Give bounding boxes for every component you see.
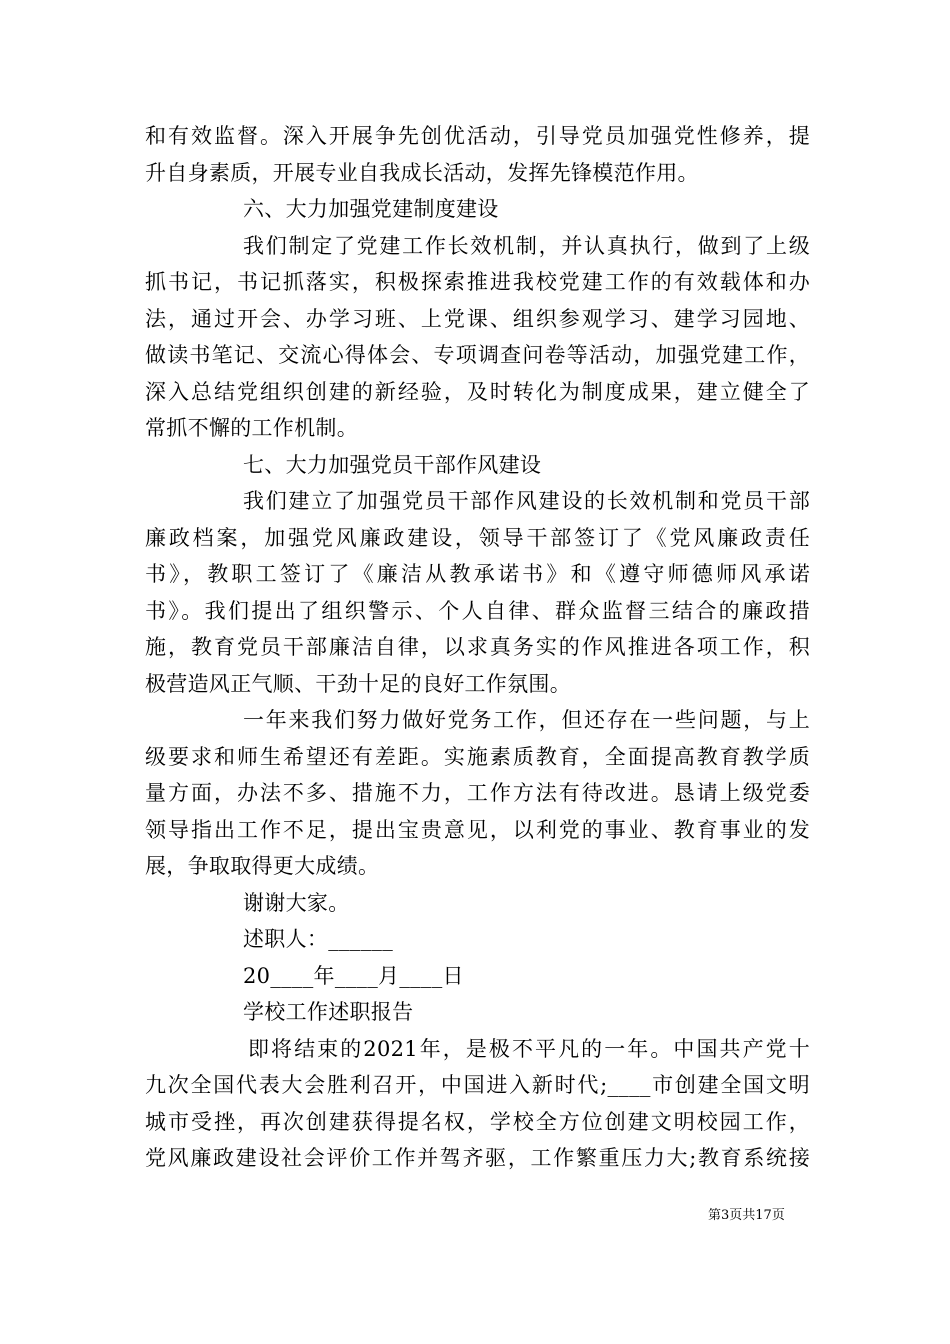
text-line: 做读书笔记、交流心得体会、专项调查问卷等活动，加强党建工作， (145, 343, 810, 367)
text-line: 深入总结党组织创建的新经验，及时转化为制度成果，建立健全了 (145, 379, 810, 404)
text-line: 抓书记，书记抓落实，积极探索推进我校党建工作的有效载体和办 (145, 270, 810, 294)
text-line: 书》。我们提出了组织警示、个人自律、群众监督三结合的廉政措 (145, 598, 810, 623)
section-heading: 七、大力加强党员干部作风建设 (243, 452, 542, 477)
text-line: 一年来我们努力做好党务工作，但还存在一些问题，与上 (243, 708, 810, 732)
text-line: 级要求和师生希望还有差距。实施素质教育，全面提高教育教学质 (145, 744, 810, 769)
date-line: 20____年____月____日 (243, 963, 464, 988)
text-line: 书》，教职工签订了《廉洁从教承诺书》和《遵守师德师风承诺 (145, 562, 810, 586)
text-line: 升自身素质，开展专业自我成长活动，发挥先锋模范作用。 (145, 160, 699, 185)
text-line: 展，争取取得更大成绩。 (145, 854, 380, 878)
text-line: 极营造风正气顺、干劲十足的良好工作氛围。 (145, 671, 571, 696)
closing-line: 谢谢大家。 (243, 890, 350, 915)
document-body (145, 118, 810, 1177)
text-line: 施，教育党员干部廉洁自律，以求真务实的作风推进各项工作，积 (145, 635, 810, 659)
signature-line: 述职人：______ (243, 927, 393, 951)
section-heading: 六、大力加强党建制度建设 (243, 197, 499, 221)
text-line: 即将结束的2021年，是极不平凡的一年。中国共产党十 (248, 1036, 810, 1061)
text-line: 和有效监督。深入开展争先创优活动，引导党员加强党性修养，提 (145, 124, 810, 148)
text-line: 我们建立了加强党员干部作风建设的长效机制和党员干部 (243, 489, 810, 513)
text-line: 廉政档案，加强党风廉政建设，领导干部签订了《党风廉政责任 (145, 525, 810, 550)
text-line: 九次全国代表大会胜利召开，中国进入新时代;____市创建全国文明 (145, 1073, 810, 1097)
page-number: 第3页共17页 (708, 1208, 785, 1223)
text-line: 法，通过开会、办学习班、上党课、组织参观学习、建学习园地、 (145, 306, 810, 331)
text-line: 量方面，办法不多、措施不力，工作方法有待改进。恳请上级党委 (145, 781, 810, 805)
report-title: 学校工作述职报告 (243, 1000, 414, 1024)
text-line: 党风廉政建设社会评价工作并驾齐驱，工作繁重压力大;教育系统接 (145, 1146, 810, 1170)
text-line: 常抓不懈的工作机制。 (145, 416, 358, 440)
text-line: 城市受挫，再次创建获得提名权，学校全方位创建文明校园工作， (145, 1109, 810, 1134)
text-line: 领导指出工作不足，提出宝贵意见，以利党的事业、教育事业的发 (145, 817, 810, 842)
text-line: 我们制定了党建工作长效机制，并认真执行，做到了上级 (243, 233, 810, 258)
